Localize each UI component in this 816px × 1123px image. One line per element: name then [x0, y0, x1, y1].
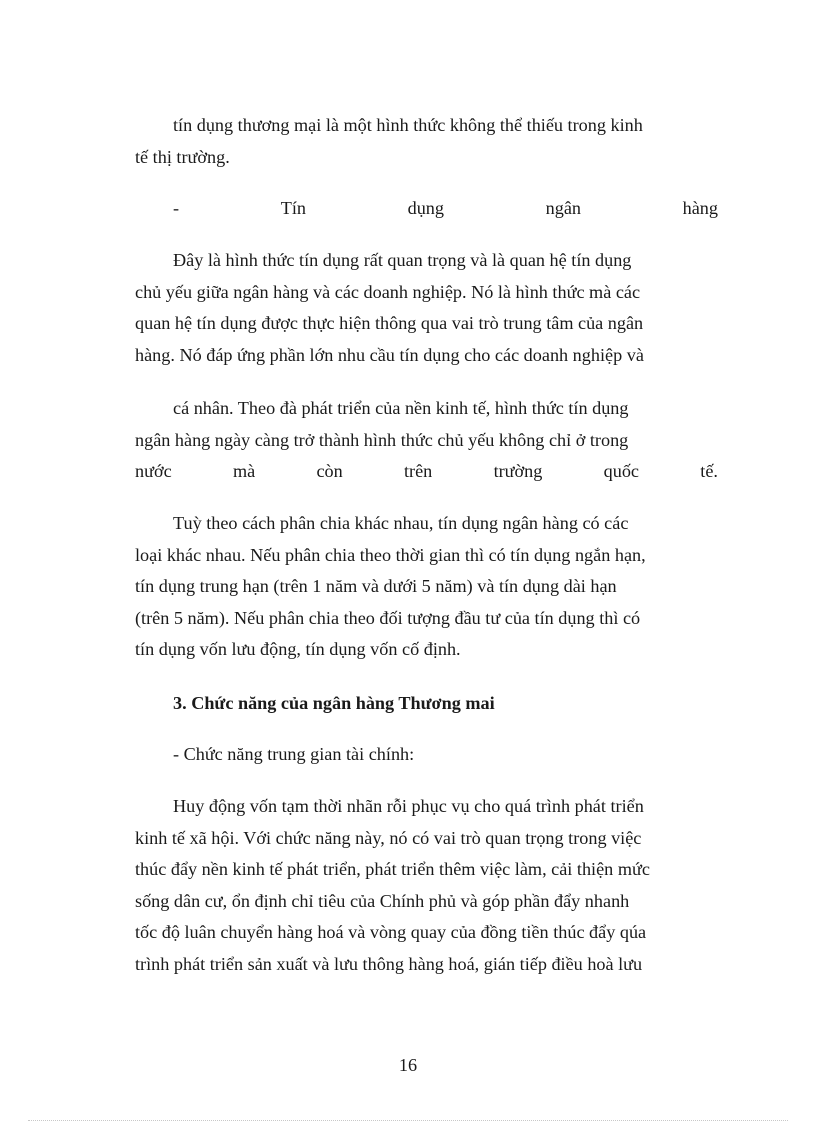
text-line: ngân hàng ngày càng trở thành hình thức chủ yếu không chỉ ở trong — [135, 429, 629, 450]
text-line: cá nhân. Theo đà phát triển của nền kinh tế, hình thức tín dụng — [173, 398, 629, 418]
word: quốc — [603, 461, 639, 482]
paragraph-2 — [135, 193, 718, 225]
section-heading: 3. Chức năng của ngân hàng Thương mai — [173, 693, 495, 713]
text-line: quan hệ tín dụng được thực hiện thông qua vai trò trung tâm của ngân — [135, 313, 644, 334]
text-line-justified — [135, 456, 718, 488]
text-line: loại khác nhau. Nếu phân chia theo thời gian thì có tín dụng ngắn hạn, — [135, 544, 646, 565]
word: dụng — [407, 198, 444, 218]
text-line: tín dụng vốn lưu động, tín dụng vốn cố định. — [135, 639, 461, 660]
text-line: trình phát triển sản xuất và lưu thông hàng hoá, gián tiếp điều hoà lưu — [135, 953, 643, 974]
paragraph-1 — [135, 110, 718, 173]
text-line: (trên 5 năm). Nếu phân chia theo đối tượng đầu tư của tín dụng thì có — [135, 607, 641, 628]
text-line: Tuỳ theo cách phân chia khác nhau, tín dụng ngân hàng có các — [173, 513, 629, 533]
text-line: tín dụng trung hạn (trên 1 năm và dưới 5 năm) và tín dụng dài hạn — [135, 576, 617, 597]
text-line: Đây là hình thức tín dụng rất quan trọng và là quan hệ tín dụng — [173, 250, 632, 270]
word: hàng — [682, 198, 718, 218]
word: trên — [404, 461, 433, 482]
subsection-label: - Chức năng trung gian tài chính: — [173, 744, 415, 764]
page-bottom-rule — [28, 1120, 788, 1121]
word: - — [173, 198, 180, 218]
text-line-justified — [135, 193, 718, 225]
word: ngân — [545, 198, 581, 218]
paragraph-5 — [135, 508, 718, 666]
paragraph-6 — [135, 791, 718, 981]
word: còn — [316, 461, 343, 482]
word: tế. — [700, 461, 718, 482]
text-line: kinh tế xã hội. Với chức năng này, nó có vai trò quan trọng trong việc — [135, 827, 642, 848]
text-line: chủ yếu giữa ngân hàng và các doanh nghiệp. Nó là hình thức mà các — [135, 281, 641, 302]
word: mà — [232, 461, 256, 482]
text-line: hàng. Nó đáp ứng phần lớn nhu cầu tín dụng cho các doanh nghiệp và — [135, 344, 644, 365]
word: nước — [135, 461, 172, 482]
text-line: thúc đẩy nền kinh tế phát triển, phát triển thêm việc làm, cải thiện mức — [135, 859, 650, 880]
paragraph-3 — [135, 245, 718, 371]
text-line: Huy động vốn tạm thời nhãn rỗi phục vụ cho quá trình phát triển — [173, 796, 644, 816]
text-line: tín dụng thương mại là một hình thức không thể thiếu trong kinh — [173, 115, 643, 135]
text-line: tốc độ luân chuyển hàng hoá và vòng quay của đồng tiền thúc đẩy qúa — [135, 922, 647, 943]
text-line: sống dân cư, ổn định chỉ tiêu của Chính phủ và góp phần đẩy nhanh — [135, 890, 630, 911]
word: Tín — [280, 198, 306, 218]
page-number: 16 — [398, 1055, 418, 1075]
text-line: tế thị trường. — [135, 146, 230, 167]
paragraph-4 — [135, 393, 718, 488]
word: trường — [493, 461, 543, 482]
